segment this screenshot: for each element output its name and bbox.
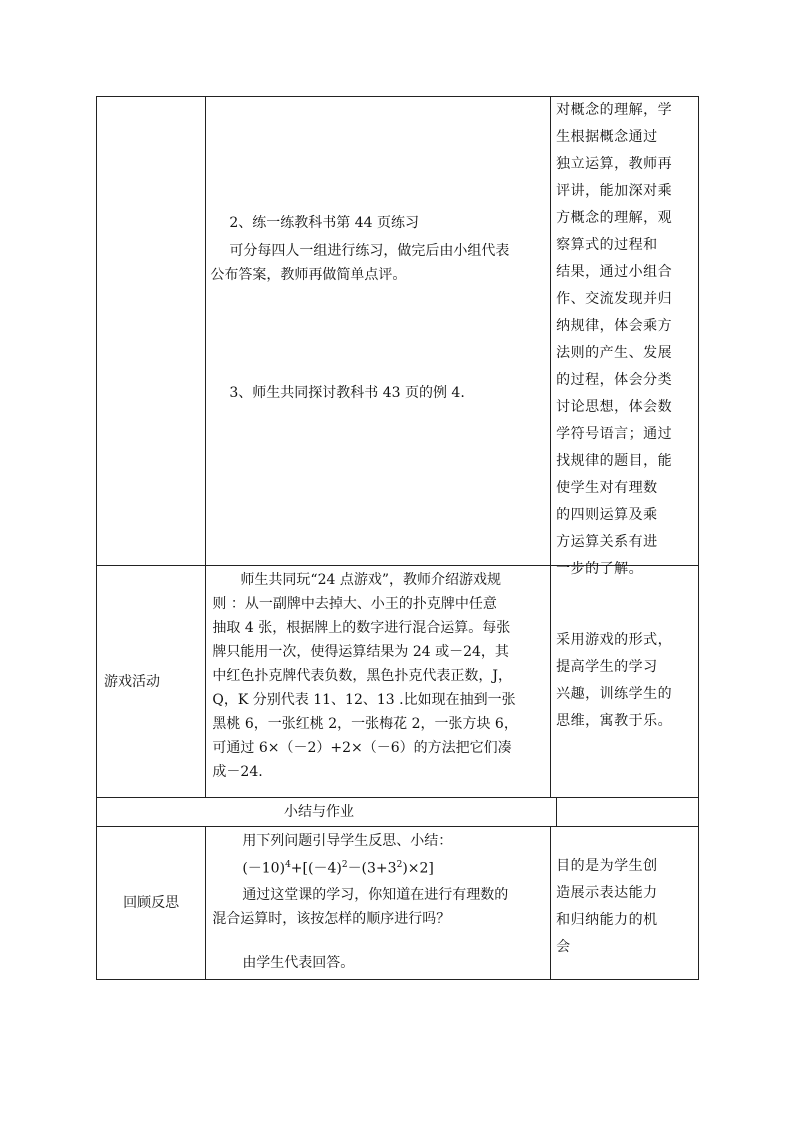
review-answer: 由学生代表回答。 <box>242 954 355 971</box>
game-line: 抽取 4 张，根据牌上的数字进行混合运算。每张 <box>212 620 511 636</box>
game-activity-content <box>206 566 551 797</box>
practice-content-cell <box>206 97 551 565</box>
note-line: 学符号语言；通过 <box>556 426 673 442</box>
game-line: 牌只能用一次，使得运算结果为 24 或－24，其 <box>212 644 509 660</box>
review-question-line-1: 通过这堂课的学习，你知道在进行有理数的 <box>242 886 509 903</box>
teaching-notes-cell <box>551 97 698 577</box>
game-line: 则 ：从一副牌中去掉大、小王的扑克牌中任意 <box>212 596 497 612</box>
review-intro: 用下列问题引导学生反思、小结： <box>242 833 453 849</box>
note-line: 纳规律，体会乘方 <box>556 318 673 334</box>
note-line: 方运算关系有进 <box>556 534 658 550</box>
note-line: 的四则运算及乘 <box>556 507 658 523</box>
note-line: 作、交流发现并归 <box>556 291 673 307</box>
game-line: Q，K 分别代表 11、12、13 .比如现在抽到一张 <box>212 692 516 708</box>
summary-heading: 小结与作业 <box>97 798 557 826</box>
note-line: 找规律的题目，能 <box>556 453 673 469</box>
review-label: 回顾反思 <box>97 827 206 979</box>
note-line: 评讲，能加深对乘 <box>556 183 673 199</box>
summary-heading-empty-cell <box>557 798 697 826</box>
game-line: 师生共同玩“24 点游戏”，教师介绍游戏规 <box>240 572 501 588</box>
note-line: 会 <box>556 939 571 955</box>
note-line: 生根据概念通过 <box>556 129 658 145</box>
practice-line-2: 公布答案，教师再做简单点评。 <box>210 267 407 283</box>
game-line: 中红色扑克牌代表负数，黑色扑克代表正数，J， <box>212 668 513 684</box>
summary-heading-row <box>97 797 698 826</box>
game-activity-row <box>97 565 698 797</box>
game-activity-label: 游戏活动 <box>97 566 206 797</box>
note-line: 思维，寓教于乐。 <box>556 713 673 729</box>
review-notes-cell <box>551 827 698 979</box>
note-line: 方概念的理解，观 <box>556 210 673 226</box>
game-notes-cell <box>551 566 698 797</box>
note-line: 一步的了解。 <box>556 561 644 577</box>
note-line: 结果，通过小组合 <box>556 264 673 280</box>
review-content <box>206 827 551 979</box>
example-line: 3、师生共同探讨教科书 43 页的例 4. <box>229 385 465 401</box>
note-line: 察算式的过程和 <box>556 237 658 253</box>
row-label-cell-empty <box>97 97 206 565</box>
practice-line-1: 可分每四人一组进行练习，做完后由小组代表 <box>229 243 510 259</box>
practice-row <box>97 97 698 577</box>
note-line: 使学生对有理数 <box>556 480 658 496</box>
lesson-table <box>96 96 699 980</box>
practice-title: 2、练一练教科书第 44 页练习 <box>229 215 419 231</box>
note-line: 的过程，体会分类 <box>556 372 673 388</box>
game-line: 黑桃 6，一张红桃 2，一张梅花 2，一张方块 6， <box>212 716 518 732</box>
note-line: 讨论思想，体会数 <box>556 399 673 415</box>
note-line: 兴趣，训练学生的 <box>556 686 673 702</box>
note-line: 和归纳能力的机 <box>556 912 658 928</box>
note-line: 提高学生的学习 <box>556 659 658 675</box>
note-line: 采用游戏的形式， <box>556 632 673 648</box>
game-line: 成－24. <box>212 764 263 780</box>
review-row <box>97 826 698 979</box>
review-formula: $(-10)^4+[(-4)^2-(3+3^2)\times 2]$ <box>242 860 434 877</box>
note-line: 法则的产生、发展 <box>556 345 673 361</box>
game-line: 可通过 6×（－2）+2×（－6）的方法把它们凑 <box>212 740 512 756</box>
review-question-line-2: 混合运算时，该按怎样的顺序进行吗？ <box>212 910 451 927</box>
note-line: 对概念的理解，学 <box>556 102 673 118</box>
note-line: 目的是为学生创 <box>556 858 658 874</box>
note-line: 造展示表达能力 <box>556 885 658 901</box>
note-line: 独立运算，教师再 <box>556 156 673 172</box>
